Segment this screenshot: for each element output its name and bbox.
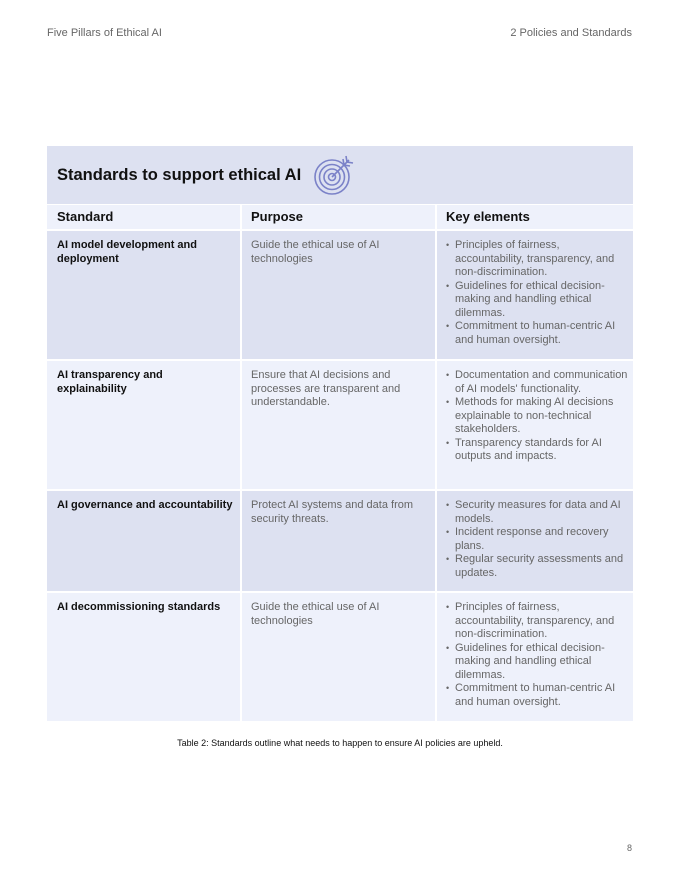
list-item: • Commitment to human-centric AI and human oversight. [446,320,629,347]
purpose-cell: Protect AI systems and data from security threats. [242,491,437,593]
table-row [47,491,633,593]
purpose-cell: Guide the ethical use of AI technologies [242,231,437,361]
key-elements-cell [437,231,633,361]
list-item: • Commitment to human-centric AI and human oversight. [446,682,629,709]
list-item: • Principles of fairness, accountability, transparency, and non-discrimination. [446,601,629,642]
key-elements-cell [437,361,633,491]
list-item: • Principles of fairness, accountability, transparency, and non-discrimination. [446,239,629,280]
purpose-cell: Ensure that AI decisions and processes are transparent and understandable. [242,361,437,491]
column-header-standard: Standard [47,205,242,231]
key-elements-cell [437,491,633,593]
standard-cell: AI transparency and explainability [47,361,242,491]
list-item: • Regular security assessments and updates. [446,553,629,580]
list-item: • Incident response and recovery plans. [446,526,629,553]
table-caption: Table 2: Standards outline what needs to happen to ensure AI policies are upheld. [177,738,503,748]
table-row [47,231,633,361]
list-item: • Guidelines for ethical decision-making and handling ethical dilemmas. [446,280,629,321]
list-item: • Guidelines for ethical decision-making and handling ethical dilemmas. [446,642,629,683]
column-header-purpose: Purpose [242,205,437,231]
running-header-section: 2 Policies and Standards [510,27,632,39]
target-icon [313,154,355,196]
table-row [47,361,633,491]
key-elements-cell [437,593,633,723]
table-row [47,593,633,723]
standard-cell: AI decommissioning standards [47,593,242,723]
column-header-key-elements: Key elements [437,205,633,231]
table-header-row [47,205,633,231]
standard-cell: AI governance and accountability [47,491,242,593]
standards-table [47,146,633,723]
list-item: • Transparency standards for AI outputs and impacts. [446,437,629,464]
list-item: • Security measures for data and AI models. [446,499,629,526]
standard-cell: AI model development and deployment [47,231,242,361]
running-header-title: Five Pillars of Ethical AI [47,27,162,39]
page-number: 8 [626,843,632,853]
table-title-bar [47,146,633,205]
purpose-cell: Guide the ethical use of AI technologies [242,593,437,723]
list-item: • Documentation and communication of AI models' functionality. [446,369,629,396]
list-item: • Methods for making AI decisions explainable to non-technical stakeholders. [446,396,629,437]
table-title: Standards to support ethical AI [57,165,302,184]
